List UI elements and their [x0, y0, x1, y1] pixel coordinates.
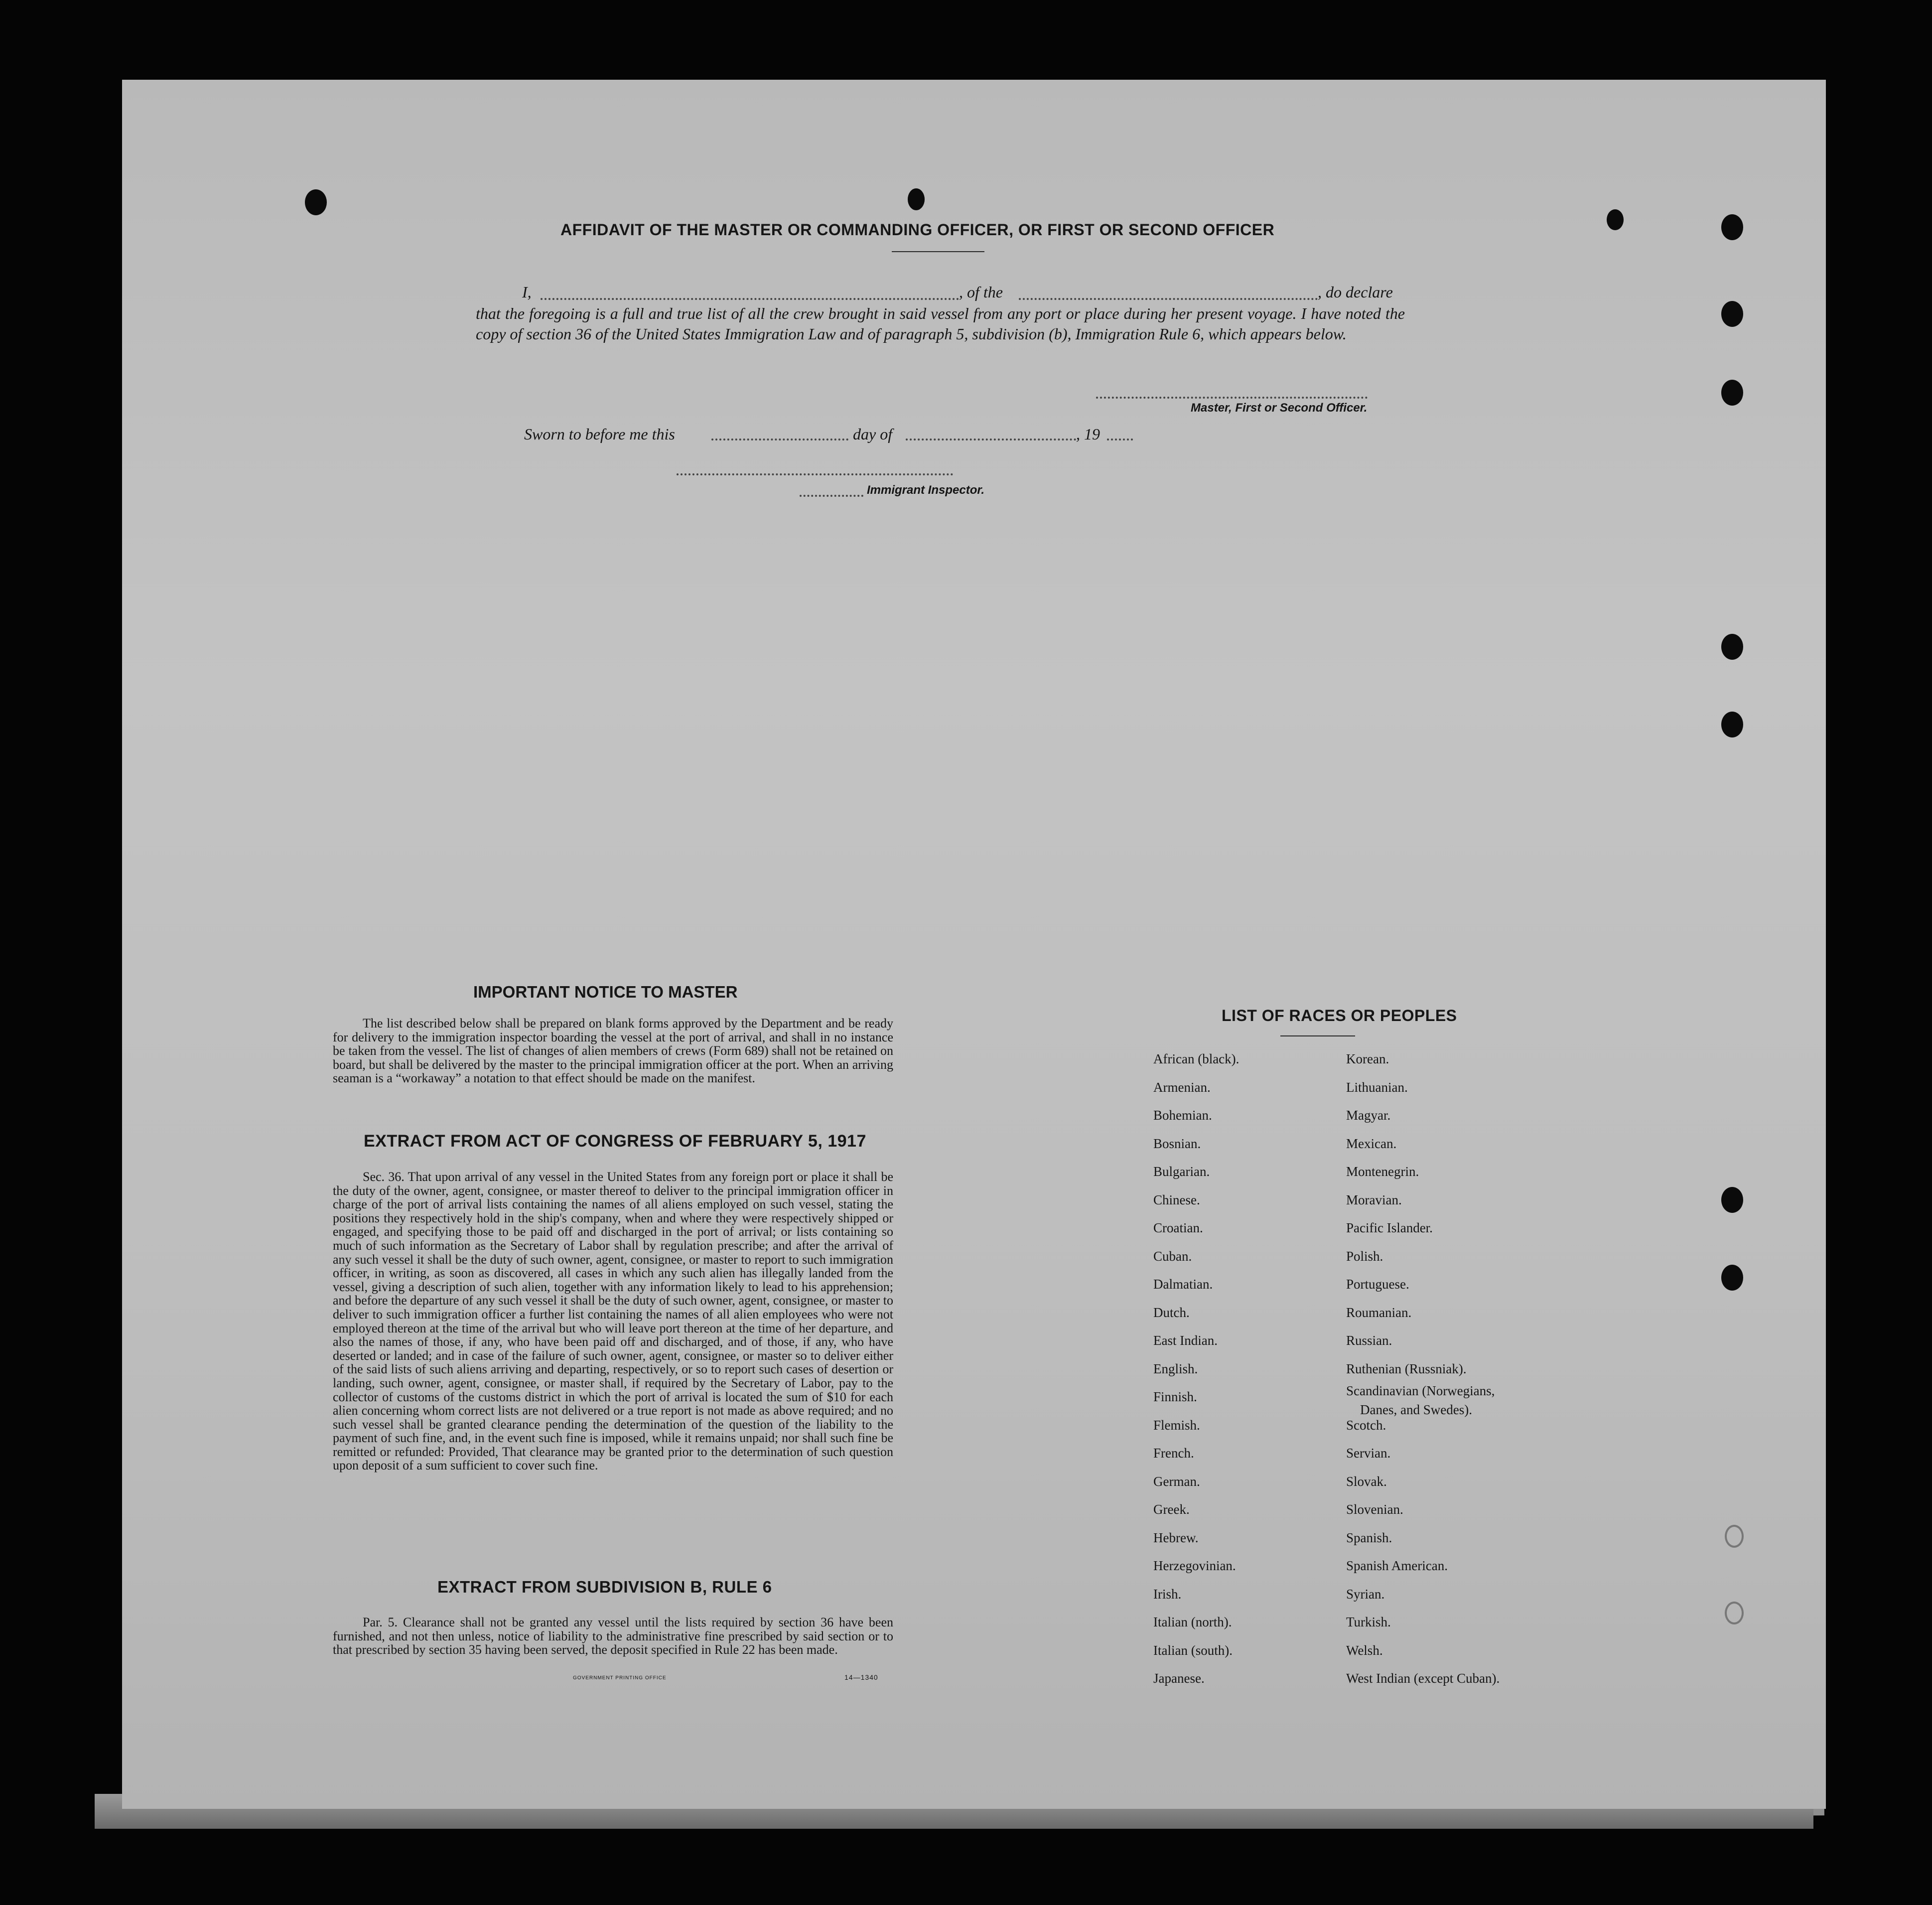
- punch-hole-icon: [1721, 214, 1743, 240]
- race-item: African (black).: [1153, 1051, 1240, 1066]
- races-title: LIST OF RACES OR PEOPLES: [1222, 1007, 1457, 1025]
- inspector-label: Immigrant Inspector.: [867, 483, 985, 497]
- do-declare-label: , do declare: [1318, 283, 1393, 301]
- master-signature-field[interactable]: [1096, 397, 1368, 399]
- sworn-prefix: Sworn to before me this: [524, 425, 675, 443]
- form-number: 14—1340: [844, 1673, 878, 1681]
- printer-imprint: GOVERNMENT PRINTING OFFICE: [573, 1675, 667, 1681]
- race-item: Hebrew.: [1153, 1530, 1199, 1545]
- race-item: Chinese.: [1153, 1192, 1200, 1207]
- race-item: Turkish.: [1346, 1614, 1391, 1629]
- race-item: Pacific Islander.: [1346, 1220, 1433, 1235]
- master-name-field[interactable]: [541, 298, 959, 300]
- sworn-day-field[interactable]: [711, 439, 848, 440]
- punch-hole-icon: [1721, 301, 1743, 327]
- race-item: Armenian.: [1153, 1079, 1211, 1095]
- race-item: Italian (south).: [1153, 1642, 1233, 1658]
- punch-hole-icon: [305, 189, 327, 215]
- day-of-label: day of: [853, 425, 893, 443]
- race-item: Japanese.: [1153, 1671, 1205, 1686]
- race-item: Portuguese.: [1346, 1277, 1409, 1292]
- act-body: Sec. 36. That upon arrival of any vessel in the United States from any foreign port or place it shall be the duty of the owner, agent, consignee, or master thereof to deliver to the principal immigration officer in charge of the port of arrival lists containing the names of all aliens employed on such vessel, stating the positions they respectively hold in the ship's company, when and where they were respectively shipped or engaged, and specifying those to be paid off and discharged in the port of arrival; or lists containing so much of such information as the Secretary of Labor shall by regulation prescribe; and after the arrival of any such vessel it shall be the duty of such owner, agent, consignee, or master to report to such immigration officer, in writing, as soon as discovered, all cases in which any such alien has illegally landed from the vessel, giving a description of such alien, together with any information likely to lead to his apprehension; and before the departure of any such vessel it shall be the duty of such owner, agent, consignee, or master to deliver to such immigration officer a further list containing the names of all alien employees who were not employed thereon at the time of the arrival but who will leave port thereon at the time of her departure, and also the names of those, if any, who have been paid off and discharged, and of those, if any, who have deserted or landed; and in case of the failure of such owner, agent, consignee, or master so to deliver either of the said lists of such aliens arriving and departing, respectively, or so to report such cases of desertion or landing, such owner, agent, consignee, or master shall, if required by the Secretary of Labor, pay to the collector of customs of the customs district in which the port of arrival is located the sum of $10 for each alien concerning whom correct lists are not delivered or a true report is not made as above required; and no such vessel shall be granted clearance pending the determination of the question of the liability to the payment of such fine, and, in the event such fine is imposed, while it remains unpaid; nor shall such fine be remitted or refunded: Provided, That clearance may be granted prior to the determination of such question upon deposit of a sum sufficient to cover such fine.: [333, 1170, 893, 1473]
- punch-hole-icon: [1721, 634, 1743, 660]
- punch-hole-ring-icon: [1725, 1602, 1744, 1624]
- race-item: Polish.: [1346, 1248, 1383, 1264]
- notice-body: The list described below shall be prepared on blank forms approved by the Department and be ready for delivery to the immigration inspector boarding the vessel at the port of arrival, and shall in no instance be taken from the vessel. The list of changes of alien members of crews (Form 689) shall not be retained on board, but shall be delivered by the master to the principal immigration officer at the port. When an arriving seaman is a “workaway” a notation to that effect should be made on the manifest.: [333, 1016, 893, 1086]
- race-item: Magyar.: [1346, 1108, 1391, 1123]
- race-item: Bulgarian.: [1153, 1164, 1210, 1179]
- declaration-prefix: I,: [522, 283, 532, 301]
- race-item: Slovenian.: [1346, 1502, 1403, 1517]
- race-item: German.: [1153, 1473, 1200, 1489]
- race-item: Syrian.: [1346, 1586, 1385, 1602]
- punch-hole-icon: [1721, 1187, 1743, 1213]
- race-item: English.: [1153, 1361, 1198, 1376]
- race-item: Irish.: [1153, 1586, 1182, 1602]
- affidavit-title-rule: [892, 251, 984, 252]
- race-item: Dutch.: [1153, 1305, 1190, 1320]
- race-item: Scotch.: [1346, 1417, 1386, 1433]
- year-prefix: , 19: [1076, 425, 1100, 443]
- race-item: Ruthenian (Russniak).: [1346, 1361, 1467, 1376]
- affidavit-title: AFFIDAVIT OF THE MASTER OR COMMANDING OFFICER, OR FIRST OR SECOND OFFICER: [560, 221, 1275, 239]
- race-item: Moravian.: [1346, 1192, 1402, 1207]
- sworn-month-field[interactable]: [906, 439, 1076, 440]
- punch-hole-icon: [1721, 380, 1743, 406]
- act-title: EXTRACT FROM ACT OF CONGRESS OF FEBRUARY 5, 1917: [364, 1132, 866, 1151]
- rule-title: EXTRACT FROM SUBDIVISION B, RULE 6: [437, 1578, 772, 1596]
- race-item: Roumanian.: [1346, 1305, 1412, 1320]
- race-item: Montenegrin.: [1346, 1164, 1419, 1179]
- race-item: Finnish.: [1153, 1389, 1197, 1404]
- race-item: Lithuanian.: [1346, 1079, 1408, 1095]
- affidavit-body: that the foregoing is a full and true list of all the crew brought in said vessel from any port or place during her present voyage. I have noted the copy of section 36 of the United States Immigration Law and of paragraph 5, subdivision (b), Immigration Rule 6, which appears below.: [476, 304, 1405, 343]
- notice-title: IMPORTANT NOTICE TO MASTER: [473, 983, 738, 1001]
- race-item: Spanish.: [1346, 1530, 1392, 1545]
- race-item: Scandinavian (Norwegians,: [1346, 1383, 1495, 1398]
- race-item: Herzegovinian.: [1153, 1558, 1236, 1573]
- race-item: Italian (north).: [1153, 1614, 1232, 1629]
- punch-hole-icon: [1721, 712, 1743, 737]
- race-item: Korean.: [1346, 1051, 1389, 1066]
- race-item: Cuban.: [1153, 1248, 1192, 1264]
- race-item: Dalmatian.: [1153, 1277, 1213, 1292]
- sworn-year-field[interactable]: [1107, 439, 1133, 440]
- race-item: Spanish American.: [1346, 1558, 1448, 1573]
- race-item: Bosnian.: [1153, 1136, 1201, 1151]
- inspector-signature-field[interactable]: [677, 473, 953, 475]
- race-item: Croatian.: [1153, 1220, 1203, 1235]
- race-item: Servian.: [1346, 1446, 1391, 1461]
- inspector-lead-field: [800, 495, 863, 497]
- races-title-rule: [1280, 1035, 1355, 1036]
- race-item: Mexican.: [1346, 1136, 1397, 1151]
- punch-hole-icon: [908, 188, 925, 210]
- race-item: East Indian.: [1153, 1333, 1218, 1348]
- race-item: Russian.: [1346, 1333, 1392, 1348]
- race-item: Welsh.: [1346, 1642, 1383, 1658]
- signature-label: Master, First or Second Officer.: [1191, 401, 1368, 415]
- punch-hole-ring-icon: [1725, 1525, 1744, 1548]
- race-item: Danes, and Swedes).: [1360, 1402, 1472, 1417]
- rule-body: Par. 5. Clearance shall not be granted any vessel until the lists required by section 36 have been furnished, and not then unless, notice of liability to the administrative fine prescribed by said section or to that prescribed by section 35 having been served, the deposit specified in Rule 22 has been made.: [333, 1615, 893, 1657]
- race-item: West Indian (except Cuban).: [1346, 1671, 1500, 1686]
- race-item: Bohemian.: [1153, 1108, 1212, 1123]
- vessel-name-field[interactable]: [1019, 298, 1318, 300]
- race-item: Flemish.: [1153, 1417, 1200, 1433]
- race-item: Slovak.: [1346, 1473, 1387, 1489]
- of-the-label: , of the: [959, 283, 1003, 301]
- race-item: Greek.: [1153, 1502, 1190, 1517]
- race-item: French.: [1153, 1446, 1194, 1461]
- punch-hole-icon: [1607, 209, 1624, 230]
- punch-hole-icon: [1721, 1265, 1743, 1291]
